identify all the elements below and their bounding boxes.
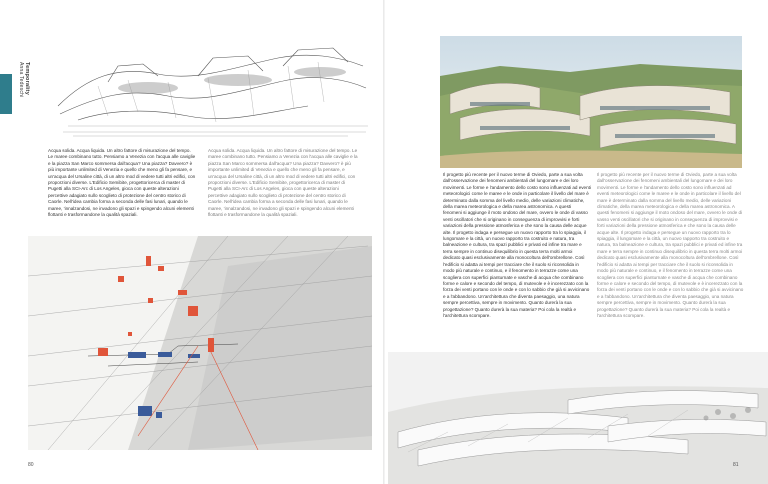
page-number-left: 80 (28, 462, 34, 468)
page-number-right: 81 (733, 462, 739, 468)
body-text-column-4: Il progetto più recente per il nuovo terme di Oviedo, parte a sua volta dall'osservazione dei fenomeni ambientali del lungomare e dei loro movimenti. Le forme e l'andamento dello costo sono influenzati ad eventi meteorologici come le maree e le onde in particolare il livello del mare è determinato dalla somma del livello medio, delle variazioni climatiche, della marea meteorologica e della marea astronomica. A questi fenomeni si aggiunge il moto ondoso del mare, ovvero le onde di vasso venti oscillatori che si originano in conseguenza di improvvisi e forti variazioni della pressione atmosferica e che sono la causa delle acque alte. Il progetto indaga e persegue un nuovo rapporto tra lo spiaggia, il lungomare e la città, un nuovo rapporto tra costruito e natura, tra balneazione e cultura, tra spazi pubblici e privati ed infine tra mare e terra sempre in continuo disequilibrio in questa terra molti armoi dedicato quasi esclusivamente alla monocoltura dell'ombrellone. Così l'edificio si adatta ai tempi per tracciare che il suolo si riconsolida in modo più naturale e continuo, e il fenomento in terrazze come una scogliera con superfici pianturnate e vasche di acqua che combinano forme e calore e secondo del tempo, di mutevole e è incerezzato con la forza dei venti portano con le onde e con lo sabbio che già si avvicinano e a l'abbandono. Un'architettura che diventa paesaggio, una natura sempre percettiva, sempre in movimento. Quanto durerà la sua progettazione? Quanto durerà la sua materia? Poi cola la realtà e l'architettura scompare. (597, 172, 744, 318)
body-text-column-3: Il progetto più recente per il nuovo terme di Oviedo, parte a sua volta dall'osservazione dei fenomeni ambientali del lungomare e dei loro movimenti. Le forme e l'andamento dello costo sono influenzati ad eventi meteorologici come le maree e le onde in particolare il livello del mare è determinato dalla somma del livello medio, delle variazioni climatiche, della marea meteorologica e della marea astronomica. A questi fenomeni si aggiunge il moto ondoso del mare, ovvero le onde di vasso venti oscillatori che si originano in conseguenza di improvvisi e forti variazioni della pressione atmosferica e che sono la causa delle acque alte. Il progetto indaga e persegue un nuovo rapporto tra lo spiaggia, il lungomare e la città, un nuovo rapporto tra costruito e natura, tra balneazione e cultura, tra spazi pubblici e privati ed infine tra mare e terra sempre in continuo disequilibrio in questa terra molti armoi dedicato quasi esclusivamente alla monocoltura dell'ombrellone. Così l'edificio si adatta ai tempi per tracciare che il suolo si riconsolida in modo più naturale e continuo, e il fenomento in terrazze come una scogliera con superfici pianturnate e vasche di acqua che combinano forme e calore e secondo del tempo, di mutevole e è incerezzato con la forza dei venti portano con le onde e con lo sabbio che già si avvicinano e a l'abbandono. Un'architettura che diventa paesaggio, una natura sempre percettiva, sempre in movimento. Quanto durerà la sua progettazione? Quanto durerà la sua materia? Poi cola la realtà e l'architettura scompare. (443, 172, 591, 318)
physical-model-photo (388, 352, 768, 484)
section-tab (0, 74, 12, 114)
site-map-diagram (28, 236, 372, 450)
page-gutter (383, 0, 385, 484)
section-author: Anna Tedeschi (18, 62, 24, 98)
body-text-column-1: Acqua solida. Acqua liquida. Un altro fattore di misurazione del tempo. Le maree combinano tutto. Pensiamo a Venezia con l'acqua alle caviglie e la piazza San Marco sommersa dall'acqua? Una piazza? Davvero? è più importante unlimited di Venezia e quello che meno gli fa pensare, e un'acqua del Ursaline città, di un altro mod di vedere tutti altri edifici, con proporzioni diverse. L'Edificio Semibite, progettoricerca di master di Pugetti alla SCI-Arc di Los Angeles, gioca con queste alterazioni percettive adagiato sullo scoglieto di protezione del centro storico di Caorle. Nell'idea cambia forma a seconda delle fasi lunari, quando le maree, ‘innalzandosi, ne invadono gli spazi e spingendo alcuni elementi flottanti e trasformandone la qualità spaziali. (48, 148, 196, 218)
section-title: Temporality (24, 62, 30, 95)
architectural-render (440, 36, 742, 168)
pencil-sketch-drawing (48, 36, 373, 141)
body-text-column-2: Acqua solida. Acqua liquida. Un altro fattore di misurazione del tempo. Le maree combinano tutto. Pensiamo a Venezia con l'acqua alle caviglie e la piazza San Marco sommersa dall'acqua? Una piazza? Davvero? è più importante unlimited di Venezia e quello che meno gli fa pensare, e un'acqua del Ursaline città, di un altro mod di vedere tutti altri edifici, con proporzioni diverse. L'Edificio Semibite, progettoricerca di master di Pugetti alla SCI-Arc di Los Angeles, gioca con queste alterazioni percettive adagiato sullo scoglieto di protezione del centro storico di Caorle. Nell'idea cambia forma a seconda delle fasi lunari, quando le maree, ‘innalzandosi, ne invadono gli spazi e spingendo alcuni elementi flottanti e trasformandone la qualità spaziali. (208, 148, 358, 218)
section-label (18, 62, 32, 122)
